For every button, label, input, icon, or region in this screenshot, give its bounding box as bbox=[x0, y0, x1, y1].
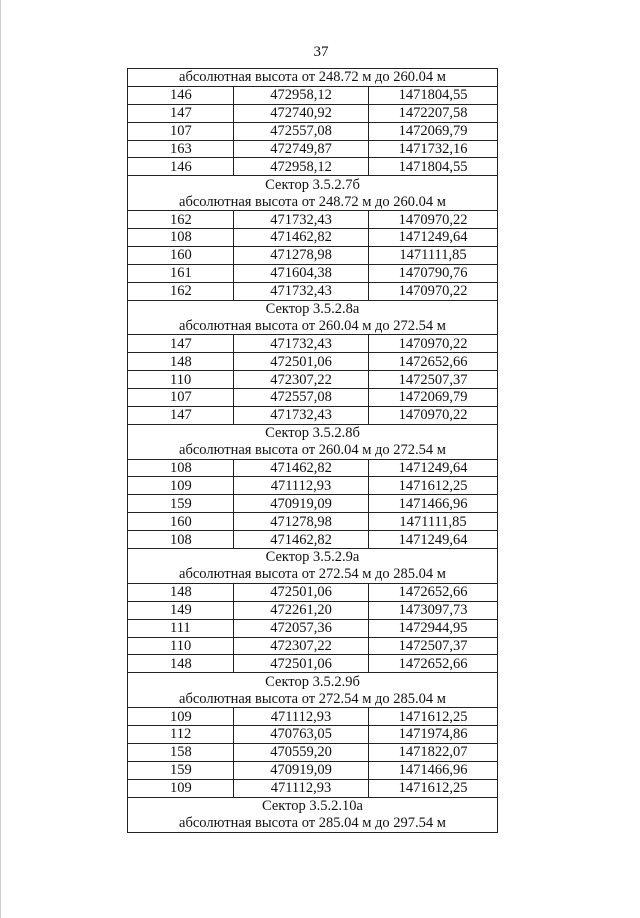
point-number: 162 bbox=[128, 282, 234, 300]
table-row bbox=[128, 725, 498, 743]
point-number: 107 bbox=[128, 389, 234, 407]
sector-title: Сектор 3.5.2.7б bbox=[128, 176, 498, 193]
point-number: 110 bbox=[128, 371, 234, 389]
altitude-row bbox=[128, 690, 498, 707]
x-coordinate: 472261,20 bbox=[234, 601, 369, 619]
altitude-range: абсолютная высота от 272.54 м до 285.04 м bbox=[128, 566, 498, 583]
point-number: 111 bbox=[128, 619, 234, 637]
table-row bbox=[128, 761, 498, 779]
point-number: 108 bbox=[128, 531, 234, 549]
table-row bbox=[128, 86, 498, 104]
y-coordinate: 1471111,85 bbox=[369, 513, 498, 531]
altitude-range: абсолютная высота от 260.04 м до 272.54 м bbox=[128, 317, 498, 334]
x-coordinate: 471278,98 bbox=[234, 513, 369, 531]
y-coordinate: 1472069,79 bbox=[369, 389, 498, 407]
table-row bbox=[128, 158, 498, 176]
table-row bbox=[128, 229, 498, 247]
altitude-range: абсолютная высота от 248.72 м до 260.04 м bbox=[128, 193, 498, 210]
y-coordinate: 1471804,55 bbox=[369, 158, 498, 176]
table-row bbox=[128, 477, 498, 495]
altitude-row bbox=[128, 442, 498, 459]
y-coordinate: 1471612,25 bbox=[369, 477, 498, 495]
y-coordinate: 1471466,96 bbox=[369, 761, 498, 779]
table-row bbox=[128, 406, 498, 424]
point-number: 160 bbox=[128, 246, 234, 264]
x-coordinate: 472749,87 bbox=[234, 140, 369, 158]
x-coordinate: 471278,98 bbox=[234, 246, 369, 264]
altitude-row bbox=[128, 69, 498, 87]
x-coordinate: 472307,22 bbox=[234, 637, 369, 655]
table-row bbox=[128, 708, 498, 726]
table-row bbox=[128, 583, 498, 601]
table-row bbox=[128, 531, 498, 549]
y-coordinate: 1470790,76 bbox=[369, 264, 498, 282]
altitude-row bbox=[128, 566, 498, 583]
x-coordinate: 472740,92 bbox=[234, 104, 369, 122]
y-coordinate: 1471974,86 bbox=[369, 725, 498, 743]
x-coordinate: 472958,12 bbox=[234, 86, 369, 104]
y-coordinate: 1472944,95 bbox=[369, 619, 498, 637]
y-coordinate: 1472652,66 bbox=[369, 353, 498, 371]
sector-title-row bbox=[128, 549, 498, 566]
point-number: 161 bbox=[128, 264, 234, 282]
x-coordinate: 471604,38 bbox=[234, 264, 369, 282]
point-number: 148 bbox=[128, 583, 234, 601]
y-coordinate: 1471732,16 bbox=[369, 140, 498, 158]
point-number: 159 bbox=[128, 761, 234, 779]
x-coordinate: 470559,20 bbox=[234, 743, 369, 761]
x-coordinate: 471112,93 bbox=[234, 477, 369, 495]
table-row bbox=[128, 282, 498, 300]
altitude-row bbox=[128, 193, 498, 210]
x-coordinate: 470919,09 bbox=[234, 761, 369, 779]
point-number: 149 bbox=[128, 601, 234, 619]
point-number: 158 bbox=[128, 743, 234, 761]
point-number: 147 bbox=[128, 406, 234, 424]
x-coordinate: 470919,09 bbox=[234, 495, 369, 513]
table-row bbox=[128, 353, 498, 371]
altitude-row bbox=[128, 814, 498, 832]
page-number: 37 bbox=[313, 44, 329, 60]
y-coordinate: 1470970,22 bbox=[369, 282, 498, 300]
table-row bbox=[128, 495, 498, 513]
table-row bbox=[128, 601, 498, 619]
point-number: 159 bbox=[128, 495, 234, 513]
point-number: 109 bbox=[128, 708, 234, 726]
table-row bbox=[128, 619, 498, 637]
sector-title: Сектор 3.5.2.10а bbox=[128, 797, 498, 814]
y-coordinate: 1472652,66 bbox=[369, 583, 498, 601]
y-coordinate: 1471822,07 bbox=[369, 743, 498, 761]
table-row bbox=[128, 264, 498, 282]
y-coordinate: 1470970,22 bbox=[369, 335, 498, 353]
y-coordinate: 1471804,55 bbox=[369, 86, 498, 104]
y-coordinate: 1471466,96 bbox=[369, 495, 498, 513]
point-number: 108 bbox=[128, 459, 234, 477]
sector-title-row bbox=[128, 424, 498, 441]
point-number: 163 bbox=[128, 140, 234, 158]
altitude-range: абсолютная высота от 285.04 м до 297.54 м bbox=[128, 814, 498, 832]
point-number: 108 bbox=[128, 229, 234, 247]
y-coordinate: 1470970,22 bbox=[369, 211, 498, 229]
y-coordinate: 1472507,37 bbox=[369, 637, 498, 655]
point-number: 109 bbox=[128, 477, 234, 495]
sector-title-row bbox=[128, 300, 498, 317]
table-row bbox=[128, 371, 498, 389]
altitude-range: абсолютная высота от 248.72 м до 260.04 м bbox=[128, 69, 498, 87]
table-row bbox=[128, 246, 498, 264]
y-coordinate: 1471111,85 bbox=[369, 246, 498, 264]
x-coordinate: 472501,06 bbox=[234, 583, 369, 601]
altitude-range: абсолютная высота от 272.54 м до 285.04 м bbox=[128, 690, 498, 707]
sector-title: Сектор 3.5.2.9б bbox=[128, 673, 498, 690]
table-row bbox=[128, 655, 498, 673]
table-row bbox=[128, 140, 498, 158]
x-coordinate: 472557,08 bbox=[234, 122, 369, 140]
y-coordinate: 1472507,37 bbox=[369, 371, 498, 389]
x-coordinate: 471732,43 bbox=[234, 211, 369, 229]
x-coordinate: 470763,05 bbox=[234, 725, 369, 743]
point-number: 109 bbox=[128, 779, 234, 797]
point-number: 148 bbox=[128, 353, 234, 371]
table-row bbox=[128, 513, 498, 531]
y-coordinate: 1471249,64 bbox=[369, 229, 498, 247]
x-coordinate: 471732,43 bbox=[234, 406, 369, 424]
point-number: 162 bbox=[128, 211, 234, 229]
x-coordinate: 472557,08 bbox=[234, 389, 369, 407]
table-row bbox=[128, 637, 498, 655]
y-coordinate: 1471612,25 bbox=[369, 779, 498, 797]
point-number: 147 bbox=[128, 104, 234, 122]
altitude-range: абсолютная высота от 260.04 м до 272.54 м bbox=[128, 442, 498, 459]
x-coordinate: 472057,36 bbox=[234, 619, 369, 637]
y-coordinate: 1471612,25 bbox=[369, 708, 498, 726]
y-coordinate: 1472207,58 bbox=[369, 104, 498, 122]
x-coordinate: 471732,43 bbox=[234, 335, 369, 353]
x-coordinate: 472501,06 bbox=[234, 655, 369, 673]
table-row bbox=[128, 743, 498, 761]
table-row bbox=[128, 779, 498, 797]
x-coordinate: 471462,82 bbox=[234, 459, 369, 477]
point-number: 112 bbox=[128, 725, 234, 743]
sector-title-row bbox=[128, 176, 498, 193]
table-row bbox=[128, 211, 498, 229]
x-coordinate: 471112,93 bbox=[234, 779, 369, 797]
altitude-row bbox=[128, 317, 498, 334]
point-number: 148 bbox=[128, 655, 234, 673]
point-number: 160 bbox=[128, 513, 234, 531]
sector-title: Сектор 3.5.2.9а bbox=[128, 549, 498, 566]
x-coordinate: 472307,22 bbox=[234, 371, 369, 389]
point-number: 146 bbox=[128, 86, 234, 104]
table-row bbox=[128, 335, 498, 353]
point-number: 107 bbox=[128, 122, 234, 140]
x-coordinate: 471112,93 bbox=[234, 708, 369, 726]
table-row bbox=[128, 104, 498, 122]
sector-title: Сектор 3.5.2.8а bbox=[128, 300, 498, 317]
table-row bbox=[128, 122, 498, 140]
y-coordinate: 1471249,64 bbox=[369, 459, 498, 477]
y-coordinate: 1473097,73 bbox=[369, 601, 498, 619]
table-row bbox=[128, 389, 498, 407]
x-coordinate: 471732,43 bbox=[234, 282, 369, 300]
y-coordinate: 1472069,79 bbox=[369, 122, 498, 140]
y-coordinate: 1471249,64 bbox=[369, 531, 498, 549]
x-coordinate: 471462,82 bbox=[234, 229, 369, 247]
point-number: 110 bbox=[128, 637, 234, 655]
y-coordinate: 1470970,22 bbox=[369, 406, 498, 424]
y-coordinate: 1472652,66 bbox=[369, 655, 498, 673]
x-coordinate: 472958,12 bbox=[234, 158, 369, 176]
x-coordinate: 472501,06 bbox=[234, 353, 369, 371]
point-number: 147 bbox=[128, 335, 234, 353]
sector-title-row bbox=[128, 673, 498, 690]
point-number: 146 bbox=[128, 158, 234, 176]
x-coordinate: 471462,82 bbox=[234, 531, 369, 549]
coordinates-table-body bbox=[128, 69, 498, 833]
coordinates-table bbox=[127, 68, 498, 833]
sector-title-row bbox=[128, 797, 498, 814]
sector-title: Сектор 3.5.2.8б bbox=[128, 424, 498, 441]
table-row bbox=[128, 459, 498, 477]
